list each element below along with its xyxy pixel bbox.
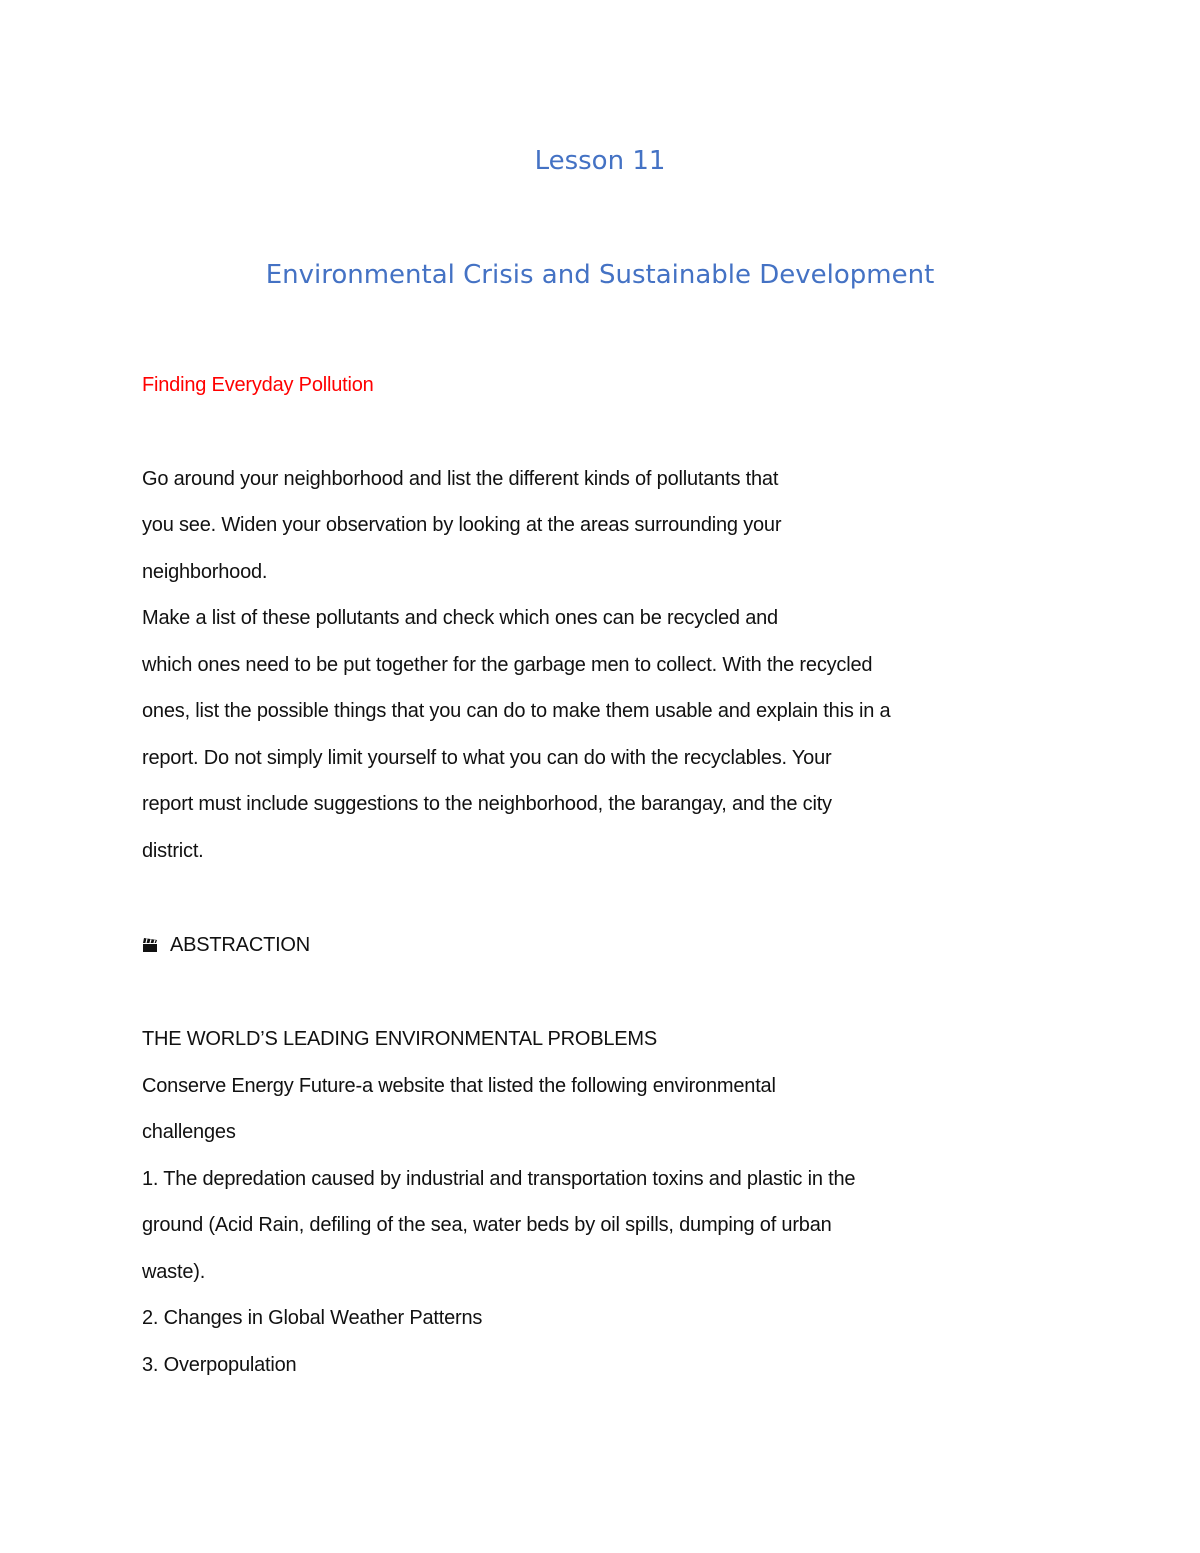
paragraph-line: neighborhood. — [142, 561, 268, 583]
problems-line: 1. The depredation caused by industrial and transportation toxins and plastic in the — [142, 1168, 856, 1190]
lesson-title: Lesson 11 — [534, 146, 666, 176]
problems-line: Conserve Energy Future-a website that listed the following environmental — [142, 1075, 776, 1097]
section-heading: Finding Everyday Pollution — [142, 374, 374, 396]
problems-line: waste). — [142, 1261, 206, 1283]
paragraph-line: Go around your neighborhood and list the different kinds of pollutants that — [142, 468, 779, 490]
main-title: Environmental Crisis and Sustainable Development — [265, 260, 935, 290]
problems-line: ground (Acid Rain, defiling of the sea, water beds by oil spills, dumping of urban — [142, 1214, 832, 1236]
paragraph-line: ones, list the possible things that you can do to make them usable and explain this in a — [142, 700, 891, 722]
problems-line: 2. Changes in Global Weather Patterns — [142, 1307, 483, 1329]
paragraph-line: Make a list of these pollutants and check which ones can be recycled and — [142, 607, 778, 629]
problems-line: challenges — [142, 1121, 236, 1143]
paragraph-line: which ones need to be put together for the garbage men to collect. With the recycled — [142, 654, 873, 676]
problems-heading: THE WORLD’S LEADING ENVIRONMENTAL PROBLEMS — [142, 1028, 658, 1050]
paragraph-line: report must include suggestions to the neighborhood, the barangay, and the city — [142, 793, 832, 815]
abstraction-label: ABSTRACTION — [170, 934, 311, 956]
problems-line: 3. Overpopulation — [142, 1354, 297, 1376]
clapperboard-icon — [142, 934, 158, 950]
paragraph-line: you see. Widen your observation by looking at the areas surrounding your — [142, 514, 782, 536]
paragraph-line: report. Do not simply limit yourself to what you can do with the recyclables. Your — [142, 747, 832, 769]
paragraph-line: district. — [142, 840, 204, 862]
abstraction-heading — [142, 932, 310, 958]
